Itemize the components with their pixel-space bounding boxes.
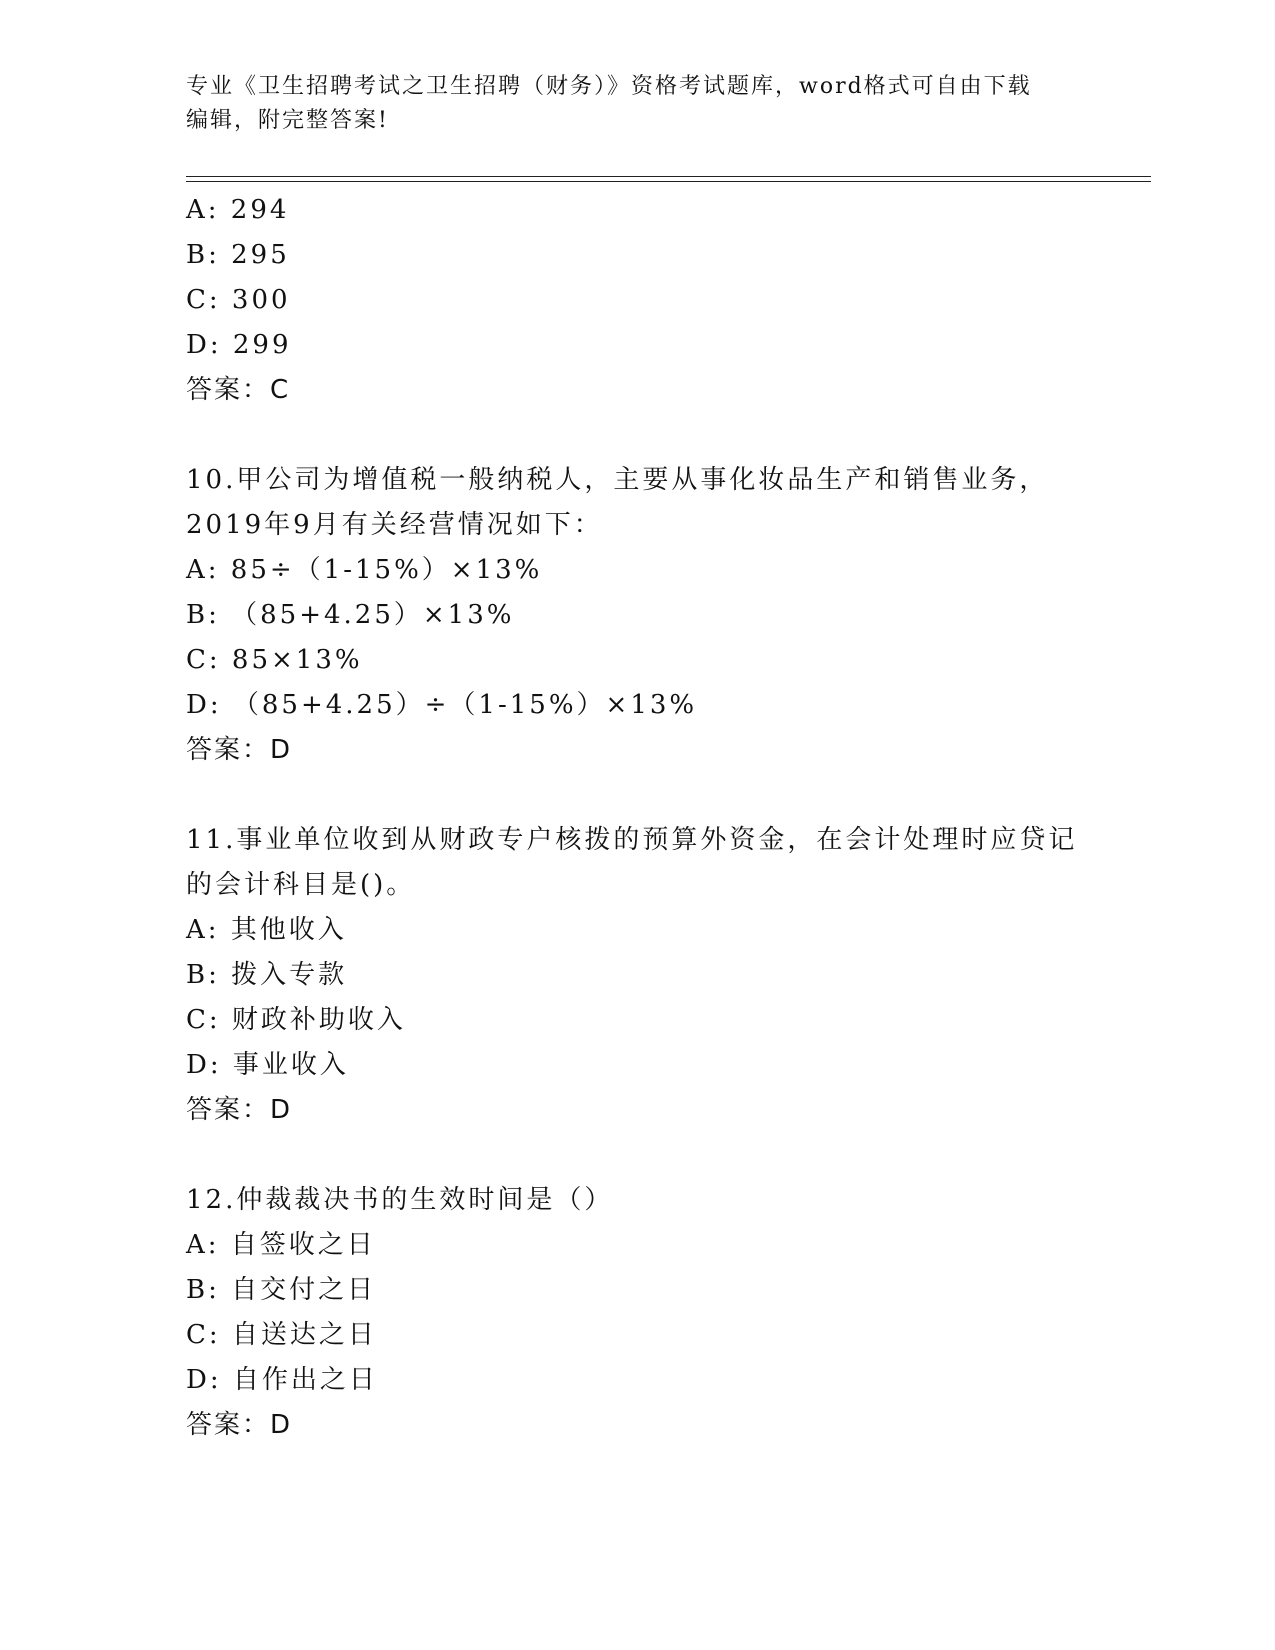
- q11-stem-line-2: 的会计科目是()。: [186, 870, 416, 900]
- q9-option-b: B: 295: [186, 240, 290, 270]
- header-divider-top: [186, 176, 1151, 177]
- q11-answer: 答案：D: [186, 1095, 293, 1125]
- q12-option-a: A: 自签收之日: [186, 1230, 376, 1260]
- q10-stem-line-2: 2019年9月有关经营情况如下：: [186, 510, 603, 540]
- q9-option-c: C: 300: [186, 285, 291, 315]
- q11-option-d: D: 事业收入: [186, 1050, 349, 1080]
- q11-option-b: B: 拨入专款: [186, 960, 348, 990]
- header-divider-bottom: [186, 181, 1151, 182]
- q10-option-b: B: （85+4.25）×13%: [186, 600, 515, 630]
- header-line-1: 专业《卫生招聘考试之卫生招聘（财务）》资格考试题库，word格式可自由下载: [186, 74, 1032, 99]
- q10-option-c: C: 85×13%: [186, 645, 363, 675]
- q9-option-a: A: 294: [186, 195, 290, 225]
- q10-option-a: A: 85÷（1-15%）×13%: [186, 555, 543, 585]
- q12-option-b: B: 自交付之日: [186, 1275, 377, 1305]
- header-line-2: 编辑，附完整答案!: [186, 108, 389, 133]
- q11-stem-line-1: 11.事业单位收到从财政专户核拨的预算外资金，在会计处理时应贷记: [186, 825, 1078, 855]
- q9-option-d: D: 299: [186, 330, 292, 360]
- q11-option-a: A: 其他收入: [186, 915, 347, 945]
- q11-option-c: C: 财政补助收入: [186, 1005, 406, 1035]
- q12-option-c: C: 自送达之日: [186, 1320, 377, 1350]
- q10-answer: 答案：D: [186, 735, 293, 765]
- q10-option-d: D: （85+4.25）÷（1-15%）×13%: [186, 690, 698, 720]
- q12-option-d: D: 自作出之日: [186, 1365, 378, 1395]
- q9-answer: 答案：C: [186, 375, 291, 405]
- q10-stem-line-1: 10.甲公司为增值税一般纳税人，主要从事化妆品生产和销售业务，: [186, 465, 1049, 495]
- q12-answer: 答案：D: [186, 1410, 293, 1440]
- q12-stem-line-1: 12.仲裁裁决书的生效时间是（）: [186, 1185, 614, 1215]
- document-header: [186, 70, 1086, 138]
